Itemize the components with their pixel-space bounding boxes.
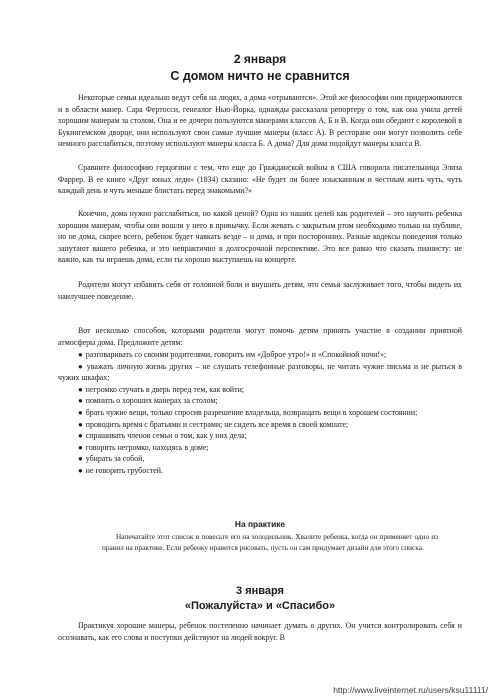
- practice-text: Напечатайте этот список и повесьте его на холодильник. Хвалите ребенка, когда он применяет одно из правил на практике. Если ребенку нравится рисовать, пусть он сам придумает дизайн для этого списка.: [102, 532, 438, 552]
- bullet-icon: ●: [78, 407, 83, 417]
- list-item: ● разговаривать со своими родителями, говорить им «Доброе утро!» и «Спокойной ночи!»;: [78, 350, 387, 359]
- bullet-icon: ●: [78, 465, 83, 475]
- list-item: ● уважать личную жизнь других – не слушать телефонные разговоры, не читать чужие письма и не рыться в чужих шкафах;: [58, 361, 462, 383]
- paragraph: Сравните философию герцогини с тем, что еще до Гражданской войны в США говорила писательница Элиза Фаррер. В ее книге «Друг юных леди» (1834) сказано: «Не будет ли более изысканным и честным жить чуть, чуть каждый день и чуть меньше блистать перед знакомыми?»: [58, 163, 462, 196]
- bullet-icon: ●: [78, 431, 83, 441]
- section-date: 2 января: [233, 52, 287, 66]
- paragraph: Практикуя хорошие манеры, ребенок постепенно начинает думать о других. Он учится контролировать себя и осознавать, как его слова и поступки действуют на людей вокруг. В: [58, 621, 462, 642]
- tips-list: [58, 349, 462, 477]
- section-title: С домом ничто не сравнится: [170, 69, 350, 83]
- paragraph: Некоторые семьи идеально ведут себя на людях, а дома «отрываются». Этой же философии они придерживаются и в области манер. Сара Фертосси, генеалог Нью-Йорка, однажды рассказала репортеру о том, как она учила детей хорошим манерам за столом. Она и ее дочери пользуются манерами классов А, Б и В. Когда они обедают с королевой в Букингемском дворце, они используют свои самые лучшие манеры (класс А). В ресторане они могут позволить себе немного расслабиться, поэтому используют манеры класса Б. А дома? Для дома подойдут манеры класса В.: [58, 93, 462, 149]
- list-item: ● не говорить грубостей.: [78, 465, 163, 475]
- list-item: ● помнить о хороших манерах за столом;: [78, 396, 218, 406]
- bullet-icon: ●: [78, 419, 83, 429]
- practice-heading: На практике: [234, 519, 286, 529]
- bullet-icon: ●: [78, 384, 83, 394]
- paragraph: Вот несколько способов, которыми родители могут помочь детям принять участие в создании приятной атмосферы дома. Предложите детям:: [58, 326, 462, 347]
- bullet-icon: ●: [78, 454, 83, 464]
- list-item: ● брать чужие вещи, только спросив разрешение владельца, возвращать вещи в хорошем состоянии;: [78, 407, 418, 417]
- bullet-icon: ●: [78, 442, 83, 452]
- list-item: ● негромко стучать в дверь перед тем, как войти;: [78, 384, 244, 394]
- list-item: ● убирать за собой,: [78, 454, 145, 464]
- list-item: ● проводить время с братьями и сестрами; не сидеть все время в своей комнате;: [78, 419, 349, 429]
- list-item: ● говорить негромко, находясь в доме;: [78, 442, 209, 452]
- section-title: «Пожалуйста» и «Спасибо»: [184, 600, 336, 612]
- bullet-icon: ●: [78, 396, 83, 406]
- section-date: 3 января: [236, 585, 284, 597]
- bullet-icon: ●: [78, 350, 83, 359]
- paragraph: Конечно, дома нужно расслабиться, но какой ценой? Одна из наших целей как родителей – это научить ребенка хорошим манерам, чтобы они вошли у него в привычку. Если жевать с закрытым ртом необходимо только на публике, но не дома, скорее всего, ребенок будет чавкать везде – и дома, и при посторонних. Разные кодексы поведения только запутают вашего ребенка, и это непрактично в долгосрочной перспективе. Это все равно что сказать пианисту: не важно, как ты играешь дома, если ты хорошо выступаешь на концерте.: [58, 209, 462, 265]
- list-item: ● спрашивать членов семьи о том, как у них дела;: [78, 431, 247, 441]
- paragraph: Родители могут избавить себя от головной боли и внушить детям, что семья заслуживает того, чтобы видеть их наилучшее поведение.: [58, 280, 462, 301]
- bullet-icon: ●: [78, 361, 84, 371]
- watermark-url: http://www.liveinternet.ru/users/ksu11111/: [333, 685, 488, 695]
